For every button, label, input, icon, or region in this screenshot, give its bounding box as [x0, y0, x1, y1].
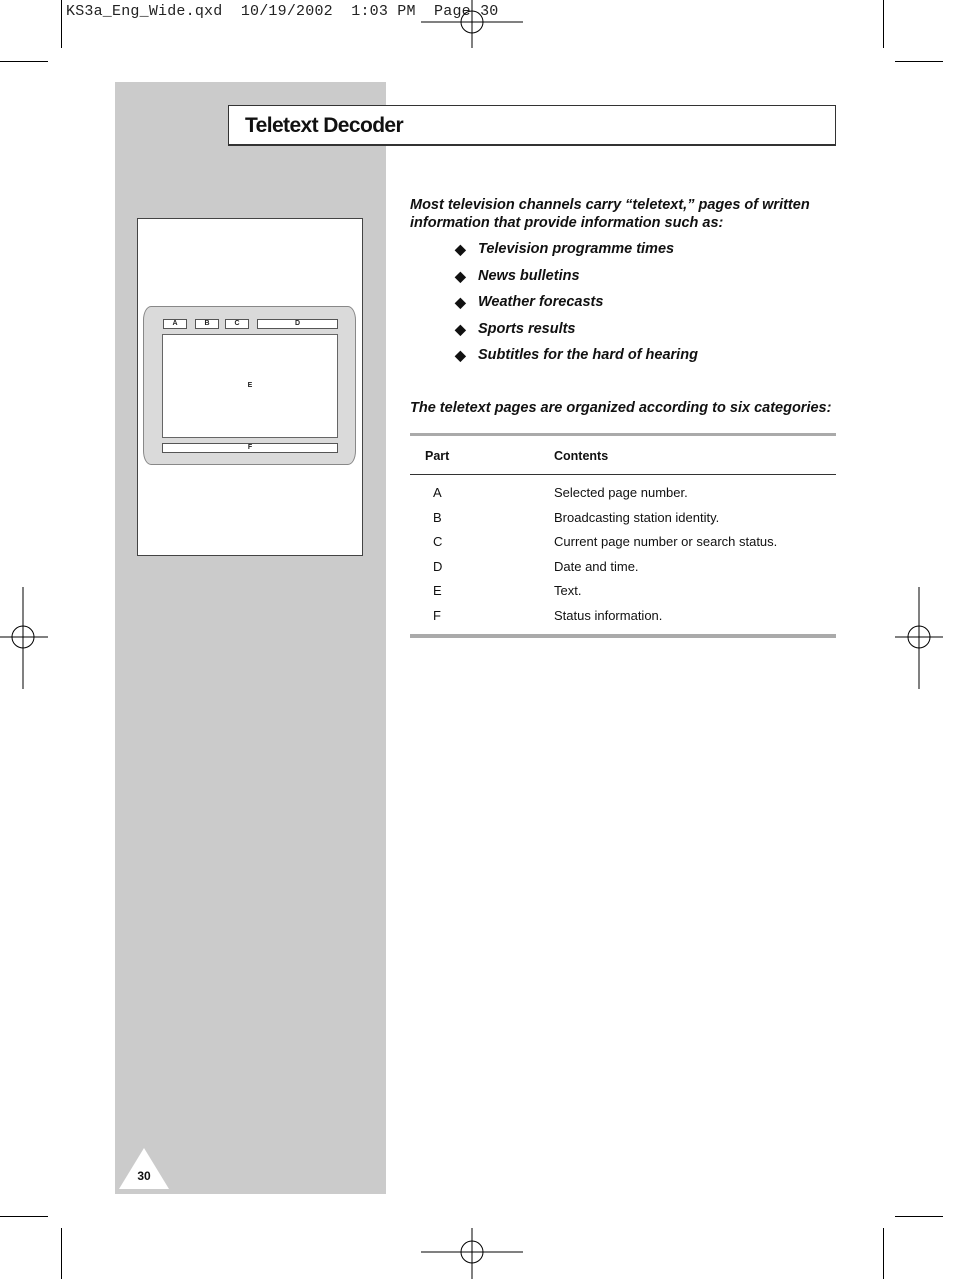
table-row — [410, 559, 836, 584]
part-d-box: D — [257, 319, 338, 329]
header-contents: Contents — [554, 449, 609, 463]
diamond-bullet-icon: ◆ — [455, 294, 466, 310]
cell-contents: Status information. — [554, 607, 663, 623]
part-a-box: A — [163, 319, 187, 329]
diamond-bullet-icon: ◆ — [455, 267, 466, 284]
diamond-bullet-icon: ◆ — [455, 320, 466, 337]
table-row — [410, 485, 836, 510]
cell-contents: Date and time. — [554, 558, 639, 574]
registration-mark-icon — [421, 1228, 523, 1279]
page-title: Teletext Decoder — [245, 114, 404, 137]
list-item — [455, 268, 698, 295]
cell-part: F — [433, 607, 441, 623]
tv-screen-illustration — [143, 306, 356, 465]
crop-mark — [895, 1216, 943, 1217]
cell-contents: Text. — [554, 583, 582, 598]
table-row — [410, 534, 836, 559]
bullet-text: Weather forecasts — [478, 294, 604, 310]
cell-part: D — [433, 558, 443, 574]
teletext-figure — [137, 218, 363, 556]
title-box — [228, 105, 836, 146]
table-row — [410, 608, 836, 633]
diamond-bullet-icon: ◆ — [455, 347, 466, 363]
cell-contents: Current page number or search status. — [554, 534, 778, 549]
cell-part: B — [433, 509, 442, 525]
list-item — [455, 241, 698, 268]
part-e-label: E — [247, 382, 253, 389]
part-c-box: C — [225, 319, 249, 329]
list-item — [455, 321, 698, 348]
registration-mark-icon — [895, 587, 943, 689]
info-bullet-list — [455, 241, 698, 374]
cell-contents: Selected page number. — [554, 485, 688, 500]
table-bottom-rule — [410, 634, 836, 638]
list-item — [455, 294, 698, 321]
registration-mark-icon — [421, 0, 523, 48]
diamond-bullet-icon: ◆ — [455, 241, 466, 257]
intro-paragraph: Most television channels carry “teletext,” pages of written information that provide information such as: — [410, 197, 810, 231]
crop-mark — [883, 0, 884, 48]
table-row — [410, 583, 836, 608]
text-area-box — [162, 334, 338, 438]
crop-mark — [61, 0, 62, 48]
table-header-row — [410, 436, 836, 475]
part-b-box: B — [195, 319, 219, 329]
bullet-text: Subtitles for the hard of hearing — [478, 347, 698, 363]
crop-mark — [0, 61, 48, 62]
crop-mark — [61, 1228, 62, 1279]
table-row — [410, 510, 836, 535]
registration-mark-icon — [0, 587, 48, 689]
cell-part: E — [433, 583, 442, 598]
page-number: 30 — [137, 1169, 151, 1183]
cell-part: A — [433, 485, 442, 500]
bullet-text: Sports results — [478, 320, 576, 337]
print-slug: KS3a_Eng_Wide.qxd 10/19/2002 1:03 PM Page 30 — [66, 3, 499, 20]
crop-mark — [0, 1216, 48, 1217]
header-part: Part — [425, 449, 450, 463]
table-body — [410, 475, 836, 632]
part-f-box: F — [162, 443, 338, 453]
cell-part: C — [433, 534, 443, 549]
categories-intro: The teletext pages are organized according to six categories: — [410, 400, 832, 416]
list-item — [455, 347, 698, 374]
crop-mark — [895, 61, 943, 62]
cell-contents: Broadcasting station identity. — [554, 509, 720, 525]
crop-mark — [883, 1228, 884, 1279]
bullet-text: News bulletins — [478, 267, 580, 284]
parts-table — [410, 433, 836, 632]
bullet-text: Television programme times — [478, 241, 675, 257]
